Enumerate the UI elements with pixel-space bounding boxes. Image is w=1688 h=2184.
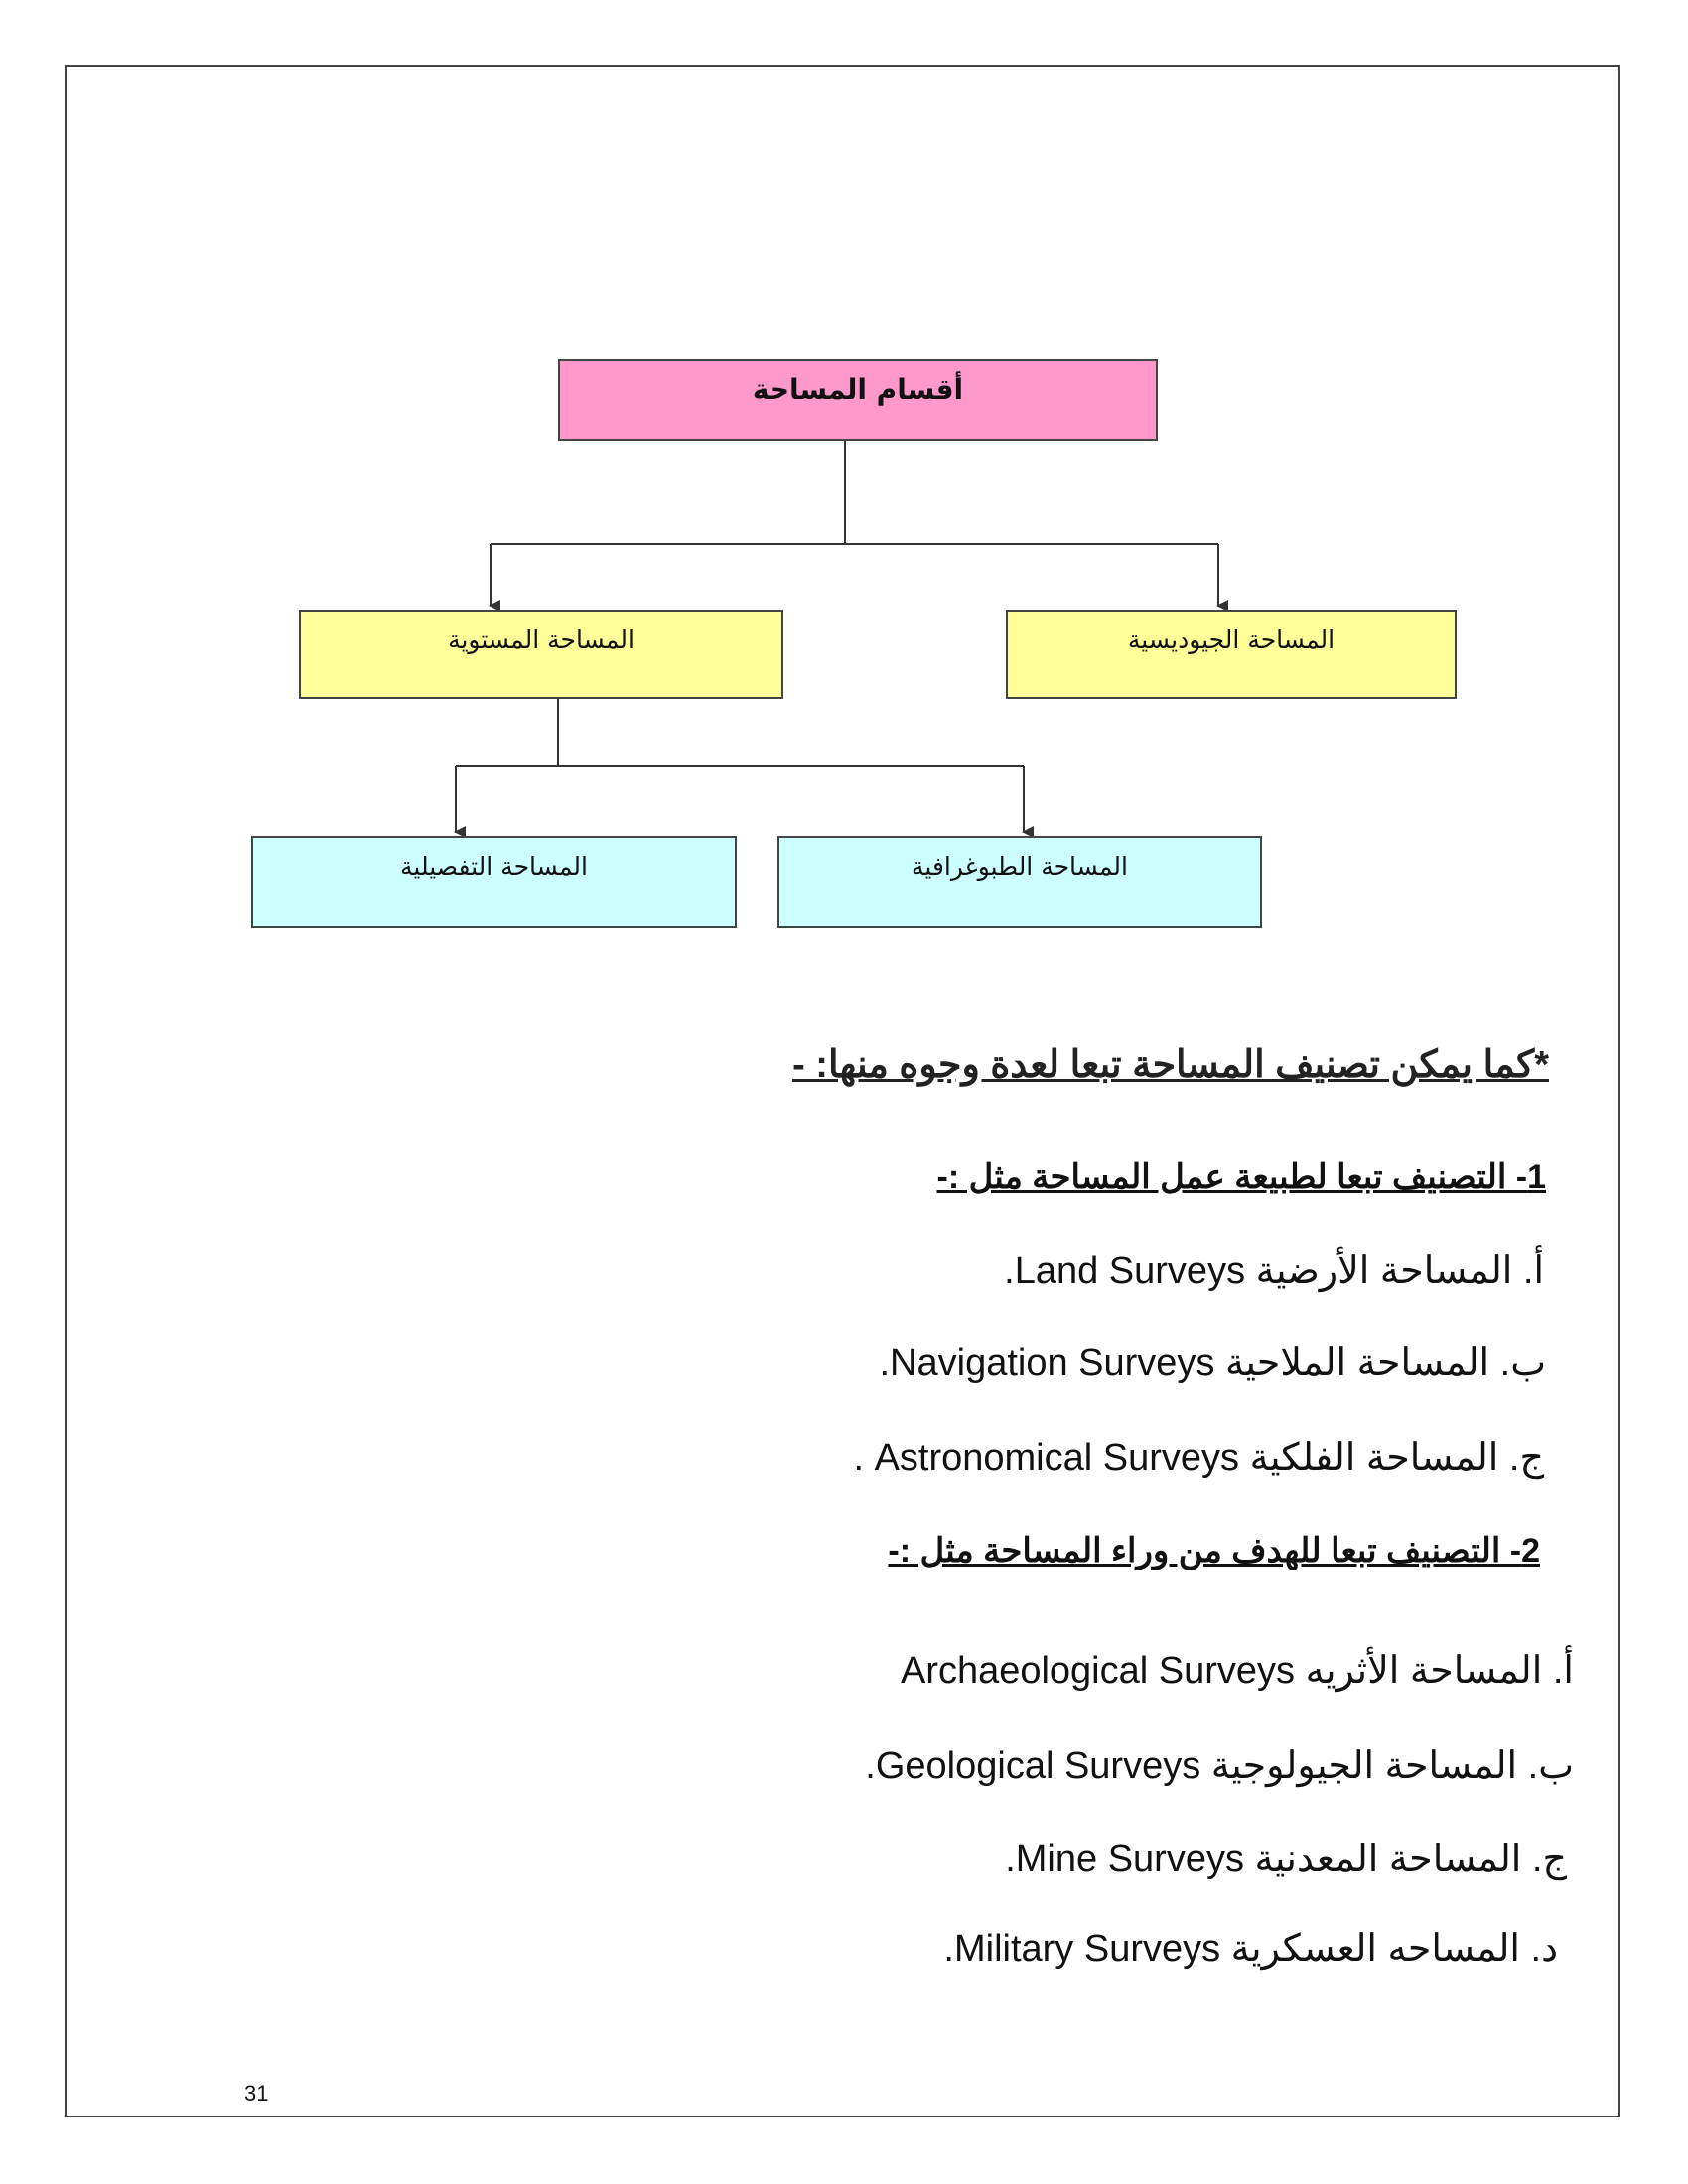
diagram-topographic-label: المساحة الطبوغرافية	[912, 852, 1128, 881]
section1-item-b: ب. المساحة الملاحية Navigation Surveys.	[879, 1342, 1546, 1384]
section2-item-d: د. المساحه العسكرية Military Surveys.	[943, 1928, 1558, 1970]
section2-item-a: أ. المساحة الأثريه Archaeological Surveys	[900, 1650, 1574, 1692]
section2-item-c: ج. المساحة المعدنية Mine Surveys.	[1005, 1839, 1567, 1880]
diagram-geodetic-label: المساحة الجيوديسية	[1127, 625, 1336, 654]
section2-item-b: ب. المساحة الجيولوجية Geological Surveys.	[865, 1745, 1574, 1787]
diagram-detailed-box	[251, 836, 737, 928]
diagram-root-label: أقسام المساحة	[752, 372, 964, 406]
diagram-topographic-box	[777, 836, 1262, 928]
section1-title: 1- التصنيف تبعا لطبيعة عمل المساحة مثل :-	[936, 1159, 1546, 1196]
diagram-root-box	[558, 359, 1158, 441]
diagram-geodetic-box	[1006, 610, 1457, 699]
diagram-plane-label: المساحة المستوية	[448, 625, 634, 654]
diagram-plane-box	[299, 610, 783, 699]
diagram-detailed-label: المساحة التفصيلية	[400, 852, 588, 881]
section1-item-a: أ. المساحة الأرضية Land Surveys.	[1004, 1250, 1544, 1292]
page-number: 31	[244, 2081, 269, 2106]
section1-item-c: ج. المساحة الفلكية Astronomical Surveys .	[853, 1437, 1544, 1479]
section2-title: 2- التصنيف تبعا للهدف من وراء المساحة مثل :-	[888, 1532, 1540, 1570]
classification-intro: *كما يمكن تصنيف المساحة تبعا لعدة وجوه منها: -	[792, 1044, 1549, 1086]
